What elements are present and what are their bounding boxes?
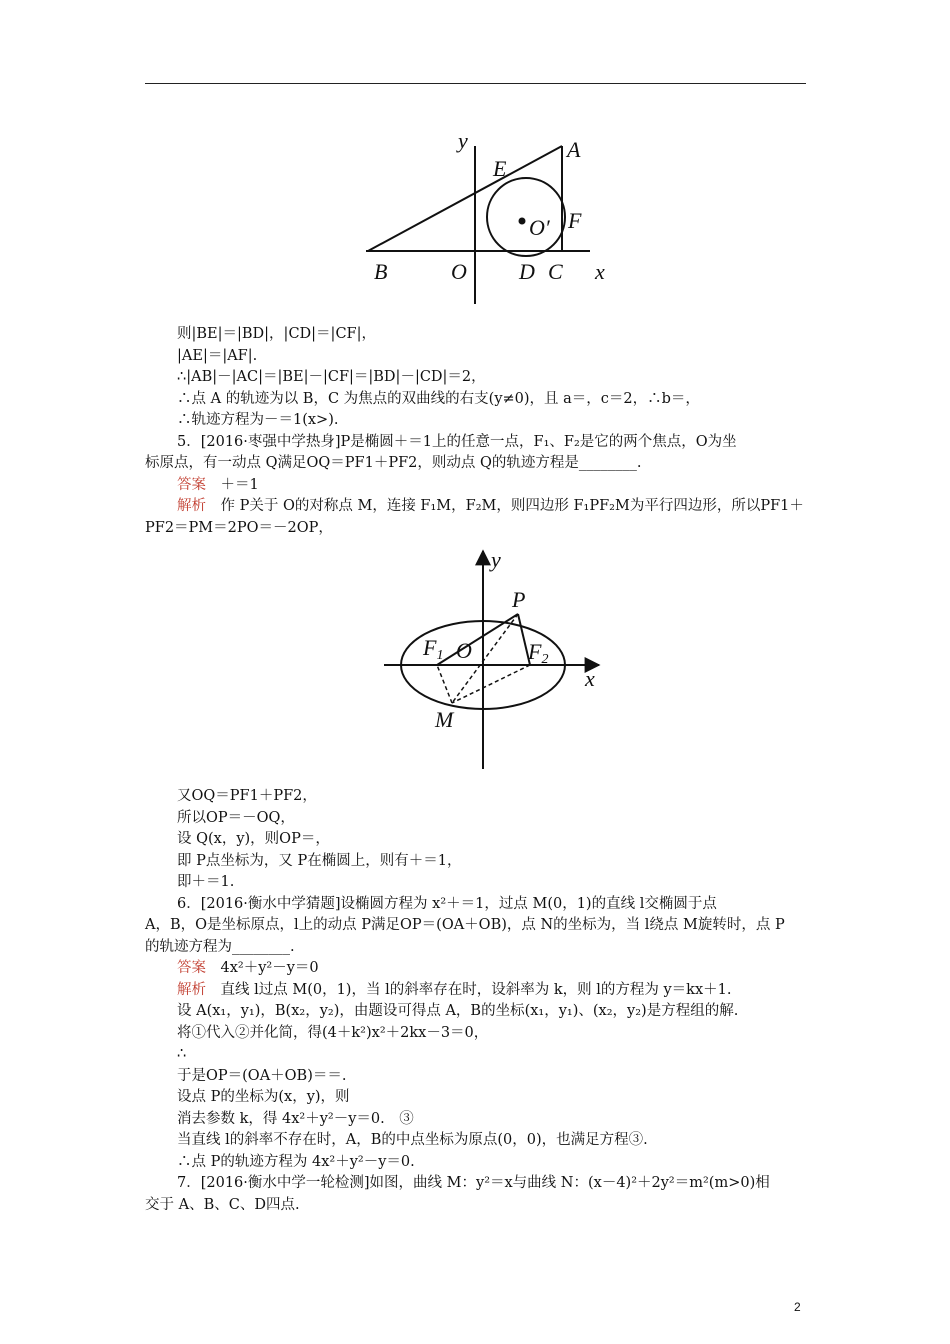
label-C: C	[548, 259, 563, 284]
text-line: 标原点，有一动点 Q满足OQ＝PF1＋PF2，则动点 Q的轨迹方程是________.	[145, 455, 642, 471]
answer-line: 答案 ＋＝1	[177, 477, 259, 493]
answer-label: 答案	[177, 960, 206, 976]
label-F: F	[568, 208, 582, 233]
text-line: 则|BE|＝|BD|，|CD|＝|CF|，	[177, 326, 376, 342]
text-line: 消去参数 k，得 4x²＋y²－y＝0. ③	[177, 1111, 414, 1127]
text-line: 于是OP＝(OA＋OB)＝＝.	[177, 1068, 347, 1084]
header-rule	[145, 83, 806, 84]
segment-MF1	[437, 665, 452, 703]
text-line: A，B，O是坐标原点，l上的动点 P满足OP＝(OA＋OB)，点 N的坐标为，当 l绕点 M旋转时，点 P	[145, 917, 785, 933]
problem-5: 5．[2016·枣强中学热身]P是椭圆＋＝1上的任意一点，F₁、F₂是它的两个焦点，O为坐	[177, 434, 737, 450]
page-number: 2	[794, 1300, 801, 1314]
answer-label: 答案	[177, 477, 206, 493]
label-F2: F2	[528, 639, 549, 667]
text-line: 将①代入②并化简，得(4＋k²)x²＋2kx－3＝0，	[177, 1025, 489, 1041]
text-line: 设 Q(x，y)，则OP＝，	[177, 831, 330, 847]
text-line: 即 P点坐标为，又 P在椭圆上，则有＋＝1，	[177, 853, 462, 869]
analysis-line: 解析 作 P关于 O的对称点 M，连接 F₁M，F₂M，则四边形 F₁PF₂M为平行四边形，所以PF1＋	[177, 498, 804, 514]
center-dot	[519, 218, 526, 225]
text-line: 当直线 l的斜率不存在时，A，B的中点坐标为原点(0，0)，也满足方程③.	[177, 1132, 648, 1148]
label-x: x	[595, 259, 605, 284]
label-E: E	[493, 156, 507, 181]
text-line: 设 A(x₁，y₁)，B(x₂，y₂)，由题设可得点 A，B的坐标(x₁，y₁)、(x₂，y₂)是方程组的解.	[177, 1003, 739, 1019]
analysis-label: 解析	[177, 498, 206, 514]
answer-line: 答案 4x²＋y²－y＝0	[177, 960, 319, 976]
label-B: B	[374, 259, 388, 284]
label-A: A	[567, 137, 581, 162]
problem-6: 6．[2016·衡水中学猜题]设椭圆方程为 x²＋＝1，过点 M(0，1)的直线 l交椭圆于点	[177, 896, 717, 912]
text-line: 即＋＝1.	[177, 874, 235, 890]
text-line: 所以OP＝－OQ，	[177, 810, 295, 826]
text-line: 的轨迹方程为________.	[145, 939, 295, 955]
text-line: 又OQ＝PF1＋PF2，	[177, 788, 317, 804]
text-line: |AE|＝|AF|.	[177, 348, 258, 364]
label-F1: F1	[423, 635, 444, 663]
label-M: M	[435, 707, 454, 732]
text-line: ∴轨迹方程为－＝1(x>).	[177, 412, 339, 428]
text-line: ∴点 P的轨迹方程为 4x²＋y²－y＝0.	[177, 1154, 415, 1170]
text-line: ∴点 A 的轨迹为以 B，C 为焦点的双曲线的右支(y≠0)，且 a＝，c＝2，∴b＝，	[177, 391, 700, 407]
figure-hyperbola-incircle	[348, 124, 638, 316]
segment-F2M	[452, 665, 530, 703]
text-line: 设点 P的坐标为(x，y)，则	[177, 1089, 350, 1105]
label-x: x	[585, 666, 595, 691]
text-line: ∴|AB|－|AC|＝|BE|－|CF|＝|BD|－|CD|＝2，	[177, 369, 486, 385]
text-line: ∴	[177, 1046, 187, 1062]
label-O: O	[451, 259, 467, 284]
text-line: PF2＝PM＝2PO＝－2OP，	[145, 520, 333, 536]
label-O: O	[456, 638, 472, 663]
analysis-line: 解析 直线 l过点 M(0，1)，当 l的斜率存在时，设斜率为 k，则 l的方程为 y＝kx＋1.	[177, 982, 732, 998]
label-P: P	[512, 587, 526, 612]
label-D: D	[519, 259, 535, 284]
problem-7: 7．[2016·衡水中学一轮检测]如图，曲线 M：y²＝x与曲线 N：(x－4)²＋2y²＝m²(m>0)相	[177, 1175, 770, 1191]
label-y: y	[458, 128, 468, 153]
label-O-prime: O′	[529, 215, 550, 240]
incircle	[487, 178, 565, 256]
figure-ellipse-parallelogram	[359, 541, 623, 777]
text-line: 交于 A、B、C、D四点.	[145, 1197, 300, 1213]
analysis-label: 解析	[177, 982, 206, 998]
label-y: y	[491, 547, 501, 572]
